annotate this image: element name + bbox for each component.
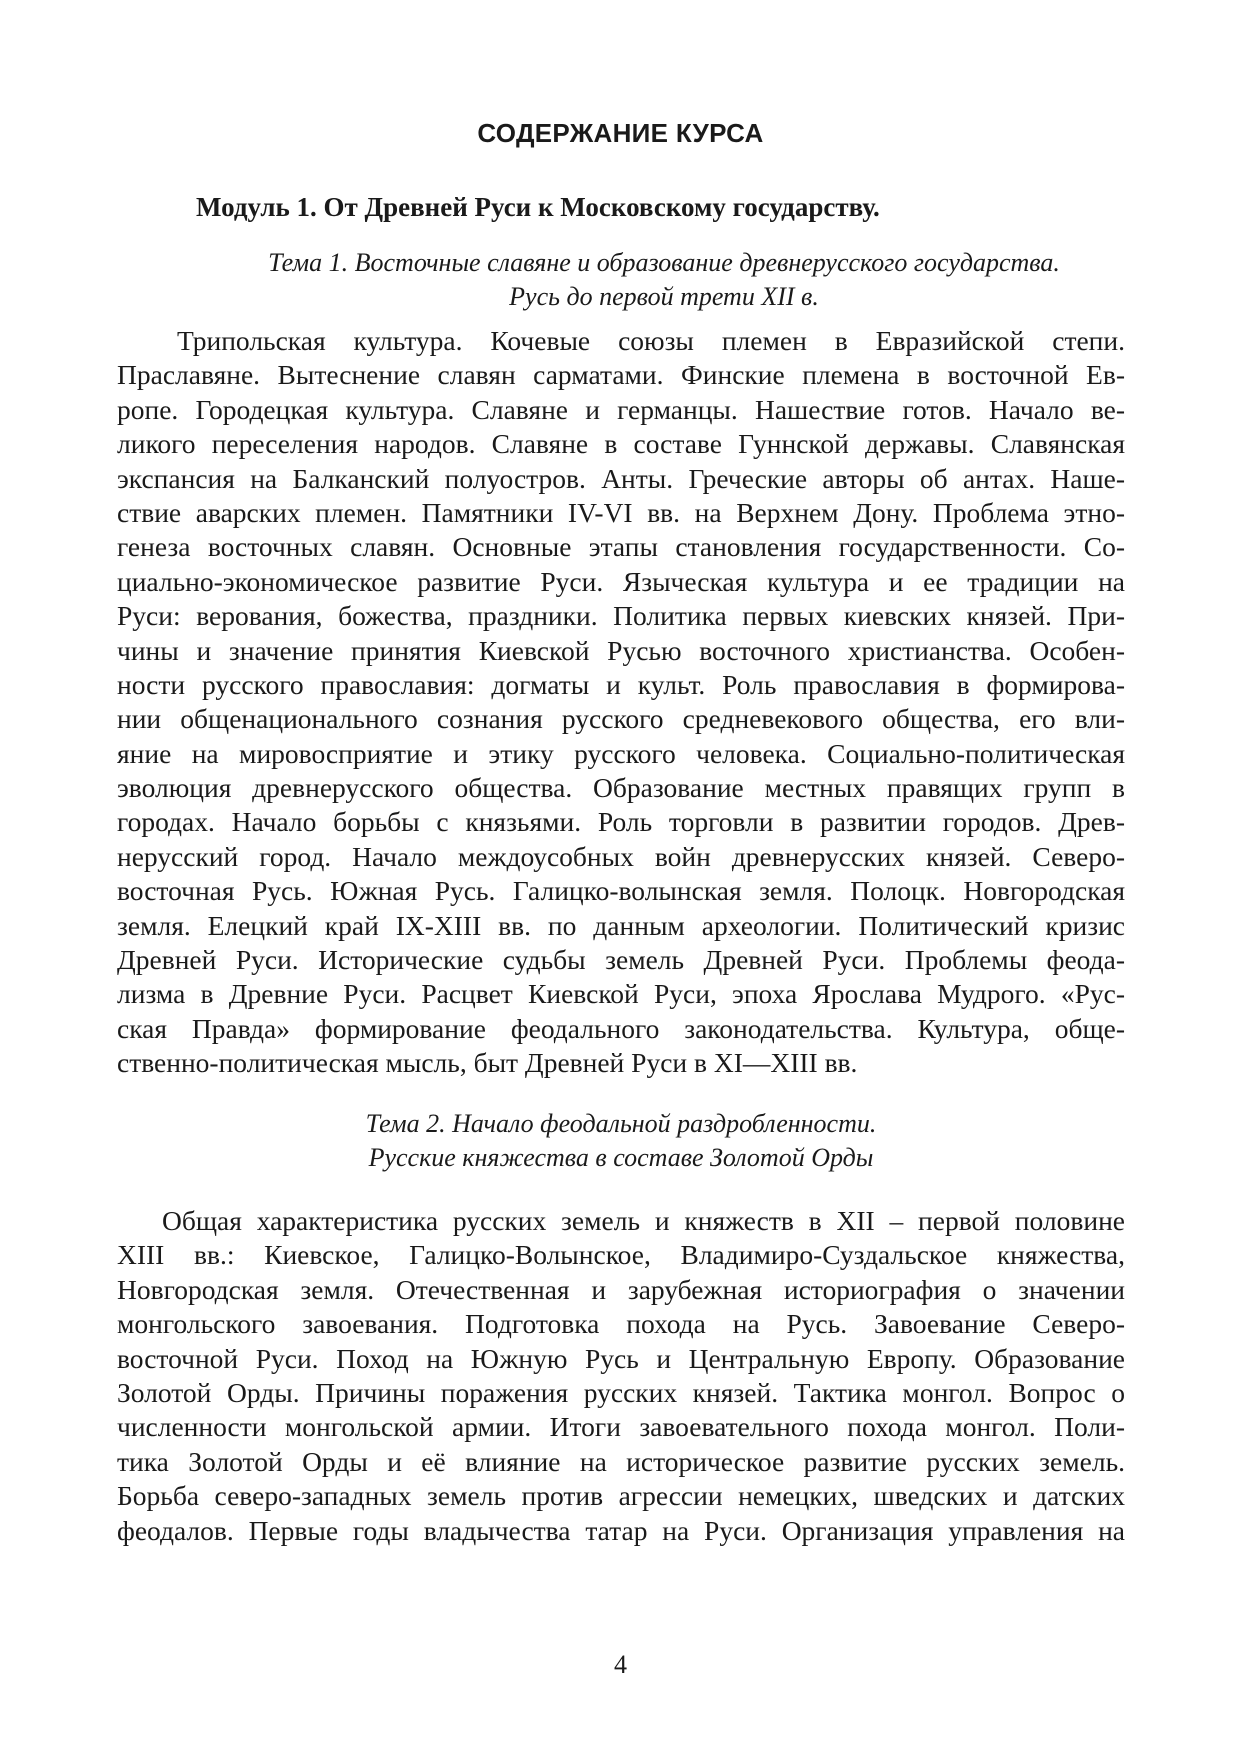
paragraph-line: Древней Руси. Исторические судьбы земель Древней Руси. Проблемы феода- xyxy=(117,944,1125,976)
paragraph-line: земля. Елецкий край IX-XIII вв. по данным археологии. Политический кризис xyxy=(117,909,1125,941)
paragraph-line: эволюция древнерусского общества. Образование местных правящих групп в xyxy=(117,772,1125,804)
paragraph-line: XIII вв.: Киевское, Галицко-Волынское, Владимиро-Суздальское княжества, xyxy=(117,1239,1125,1271)
paragraph-line: феодалов. Первые годы владычества татар на Руси. Организация управления на xyxy=(117,1514,1125,1546)
paragraph-line: Трипольская культура. Кочевые союзы племен в Евразийской степи. xyxy=(177,325,1125,356)
topic-2-title xyxy=(117,1107,1125,1175)
paragraph-line: Борьба северо-западных земель против агрессии немецких, шведских и датских xyxy=(117,1480,1125,1512)
paragraph-line: лизма в Древние Руси. Расцвет Киевской Руси, эпоха Ярослава Мудрого. «Рус- xyxy=(117,978,1125,1010)
paragraph-line: генеза восточных славян. Основные этапы становления государственности. Со- xyxy=(117,531,1125,563)
paragraph-line: нерусский город. Начало междоусобных войн древнерусских князей. Северо- xyxy=(117,840,1125,872)
paragraph-line: Золотой Орды. Причины поражения русских князей. Тактика монгол. Вопрос о xyxy=(117,1376,1125,1408)
paragraph-line: ская Правда» формирование феодального законодательства. Культура, обще- xyxy=(117,1012,1125,1044)
paragraph-line: экспансия на Балканский полуостров. Анты. Греческие авторы об антах. Наше- xyxy=(117,462,1125,494)
paragraph-line: тика Золотой Орды и её влияние на историческое развитие русских земель. xyxy=(117,1445,1125,1477)
topic-1-title xyxy=(160,246,1168,314)
paragraph-line: нии общенационального сознания русского средневекового общества, его вли- xyxy=(117,703,1125,735)
paragraph-line: ствие аварских племен. Памятники IV-VI вв. на Верхнем Дону. Проблема этно- xyxy=(117,496,1125,528)
paragraph-line: Общая характеристика русских земель и княжеств в XII – первой половине xyxy=(162,1205,1125,1236)
paragraph-line: монгольского завоевания. Подготовка похода на Русь. Завоевание Северо- xyxy=(117,1308,1125,1340)
paragraph-line: восточной Руси. Поход на Южную Русь и Центральную Европу. Образование xyxy=(117,1342,1125,1374)
paragraph-line: восточная Русь. Южная Русь. Галицко-волынская земля. Полоцк. Новгородская xyxy=(117,875,1125,907)
paragraph-line: ликого переселения народов. Славяне в составе Гуннской державы. Славянская xyxy=(117,428,1125,460)
paragraph-line: Праславяне. Вытеснение славян сарматами. Финские племена в восточной Ев- xyxy=(117,359,1125,391)
paragraph-line: яние на мировосприятие и этику русского человека. Социально-политическая xyxy=(117,737,1125,769)
module-title: Модуль 1. От Древней Руси к Московскому государству. xyxy=(196,192,880,222)
topic-2-paragraph xyxy=(117,1204,1125,1548)
paragraph-line: чины и значение принятия Киевской Русью восточного христианства. Особен- xyxy=(117,634,1125,666)
course-title: СОДЕРЖАНИЕ КУРСА xyxy=(477,118,764,148)
paragraph-line: Новгородская земля. Отечественная и зарубежная историография о значении xyxy=(117,1273,1125,1305)
topic-2-title-line: Тема 2. Начало феодальной раздробленности. xyxy=(365,1109,877,1138)
topic-1-title-line: Русь до первой трети XII в. xyxy=(509,282,819,311)
topic-1-title-line: Тема 1. Восточные славяне и образование древнерусского государства. xyxy=(268,248,1060,277)
paragraph-line: городах. Начало борьбы с князьями. Роль торговли в развитии городов. Древ- xyxy=(117,806,1125,838)
paragraph-line: ности русского православия: догматы и культ. Роль православия в формирова- xyxy=(117,668,1125,700)
paragraph-line: циально-экономическое развитие Руси. Языческая культура и ее традиции на xyxy=(117,565,1125,597)
paragraph-line: ственно-политическая мысль, быт Древней Руси в XI—XIII вв. xyxy=(117,1047,858,1079)
paragraph-line: численности монгольской армии. Итоги завоевательного похода монгол. Поли- xyxy=(117,1411,1125,1443)
paragraph-line: ропе. Городецкая культура. Славяне и германцы. Нашествие готов. Начало ве- xyxy=(117,393,1125,425)
topic-2-title-line: Русские княжества в составе Золотой Орды xyxy=(368,1143,874,1172)
topic-1-paragraph xyxy=(117,324,1125,1081)
paragraph-line: Руси: верования, божества, праздники. Политика первых киевских князей. При- xyxy=(117,600,1125,632)
page-number: 4 xyxy=(614,1650,627,1679)
